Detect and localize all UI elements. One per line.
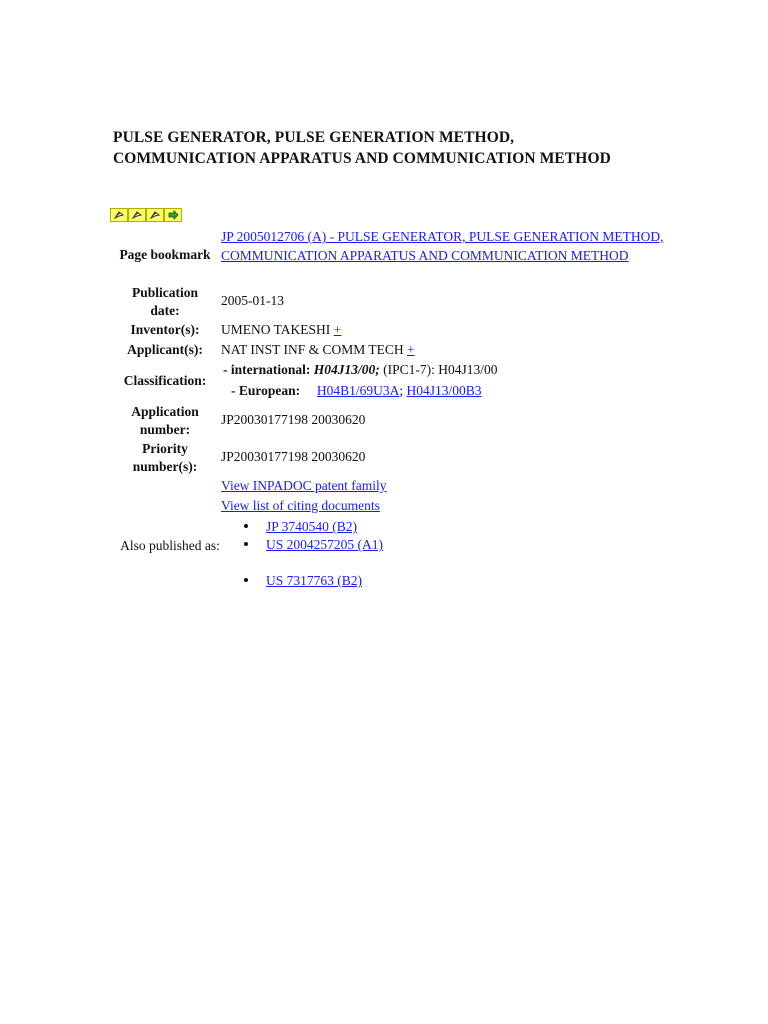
applicants-value: NAT INST INF & COMM TECH [221,342,404,357]
inventors-value: UMENO TAKESHI [221,322,331,337]
inventors-more-link[interactable]: + [333,322,342,337]
international-label: - international: [223,362,311,377]
list-item [244,518,357,537]
list-item [244,536,383,555]
publication-date-label: Publication date: [131,285,198,318]
inventors-label: Inventor(s): [130,322,200,337]
also-published-link[interactable]: JP 3740540 (B2) [266,519,358,534]
page-bookmark-label: Page bookmark [119,247,211,262]
applicants-more-link[interactable]: + [407,342,415,357]
priority-numbers-label: Priority number(s): [132,441,198,474]
bullet-icon [244,578,248,582]
also-published-link[interactable]: US 2004257205 (A1) [266,537,383,552]
bullet-icon [244,542,248,546]
bookmark-icon[interactable] [146,208,164,222]
european-label: - European: [231,383,301,398]
arrow-icon[interactable] [164,208,182,222]
toolbar [110,208,182,222]
european-code-link-2[interactable]: H04J13/00B3 [406,383,482,398]
bookmark-icon[interactable] [110,208,128,222]
list-item [244,572,362,591]
classification-label: Classification: [123,373,207,388]
citing-documents-link[interactable]: View list of citing documents [221,498,380,513]
page-title: PULSE GENERATOR, PULSE GENERATION METHOD, COMMUNICATION APPARATUS AND COMMUNICATION METHOD [113,129,611,167]
application-number-label: Application number: [131,404,199,437]
bullet-icon [244,524,248,528]
inpadoc-link[interactable]: View INPADOC patent family [221,478,387,493]
application-number-value: JP20030177198 20030620 [221,412,366,427]
bookmark-icon[interactable] [128,208,146,222]
classification-international [223,361,498,380]
european-code-link-1[interactable]: H04B1/69U3A [316,383,400,398]
page-bookmark-link[interactable]: JP 2005012706 (A) - PULSE GENERATOR, PULSE GENERATION METHOD, COMMUNICATION APPARATUS AND COMMUNICATION METHOD [221,229,664,263]
also-published-link[interactable]: US 7317763 (B2) [266,573,363,588]
international-code: H04J13/00; [313,362,380,377]
european-separator: ; [399,383,404,398]
publication-date-value: 2005-01-13 [221,293,284,308]
classification-european [231,382,482,401]
ipc-label: (IPC1-7): [383,362,435,377]
also-published-label: Also published as: [120,538,220,553]
ipc-code: H04J13/00 [438,362,498,377]
priority-numbers-value: JP20030177198 20030620 [221,449,366,464]
applicants-label: Applicant(s): [127,342,203,357]
